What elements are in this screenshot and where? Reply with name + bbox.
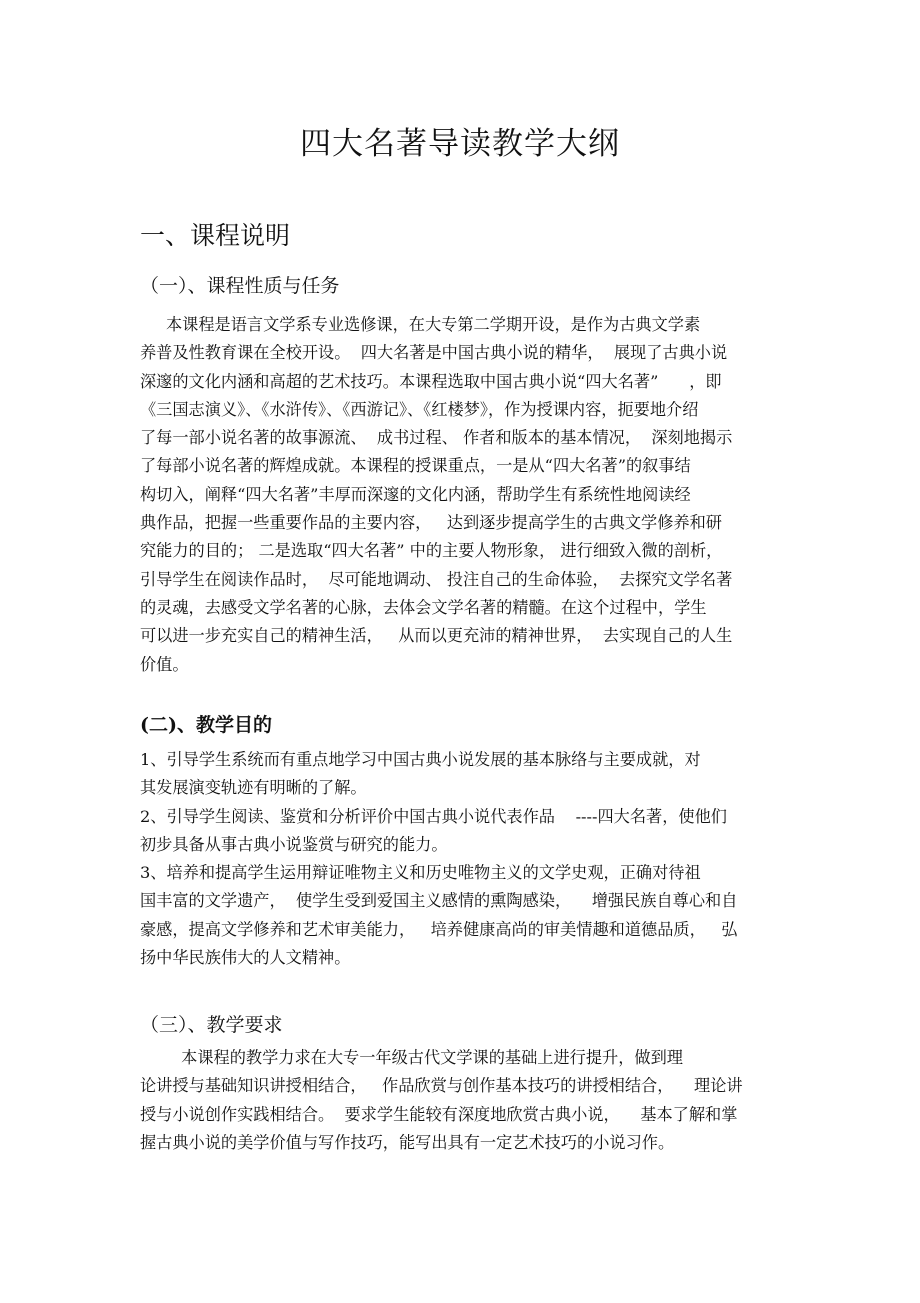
- text-line: 究能力的目的； 二是选取“四大名著” 中的主要人物形象， 进行细致入微的剖析，: [140, 541, 723, 561]
- text-line: 了每部小说名著的辉煌成就。本课程的授课重点，一是从“四大名著”的叙事结: [140, 456, 691, 476]
- subsection-heading-nature-and-tasks: （一）、课程性质与任务: [140, 275, 340, 297]
- text-line: 其发展演变轨迹有明晰的了解。: [140, 778, 367, 798]
- text-line: 养普及性教育课在全校开设。 四大名著是中国古典小说的精华， 展现了古典小说: [140, 343, 728, 363]
- text-line: 了每一部小说名著的故事源流、 成书过程、 作者和版本的基本情况， 深刻地揭示: [140, 428, 733, 448]
- text-line: 可以进一步充实自己的精神生活， 从而以更充沛的精神世界， 去实现自己的人生: [140, 626, 733, 646]
- subsection-heading-teaching-purpose: (二)、教学目的: [140, 714, 272, 736]
- list-teaching-purpose: [140, 746, 800, 972]
- text-line: 本课程的教学力求在大专一年级古代文学课的基础上进行提升，做到理: [140, 1048, 683, 1067]
- text-line: 扬中华民族伟大的人文精神。: [140, 948, 351, 968]
- list-item: 2、引导学生阅读、鉴赏和分析评价中国古典小说代表作品 ----四大名著，使他们: [140, 806, 727, 826]
- paragraph-teaching-requirements: [140, 1044, 800, 1157]
- text-line: 深邃的文化内涵和高超的艺术技巧。本课程选取中国古典小说“四大名著” ，即: [140, 371, 722, 391]
- text-line: 本课程是语言文学系专业选修课，在大专第二学期开设，是作为古典文学素: [166, 315, 701, 334]
- text-line: 初步具备从事古典小说鉴赏与研究的能力。: [140, 834, 448, 854]
- paragraph-nature-and-tasks: [140, 311, 800, 679]
- text-line: 国丰富的文学遗产， 使学生受到爱国主义感情的熏陶感染， 增强民族自尊心和自: [140, 891, 738, 911]
- list-item: 1、引导学生系统而有重点地学习中国古典小说发展的基本脉络与主要成就，对: [140, 750, 701, 769]
- text-line: 构切入，阐释“四大名著”丰厚而深邃的文化内涵，帮助学生有系统性地阅读经: [140, 484, 691, 504]
- subsection-heading-teaching-requirements: （三）、教学要求: [140, 1014, 283, 1036]
- text-line: 豪感，提高文学修养和艺术审美能力， 培养健康高尚的审美情趣和道德品质， 弘: [140, 919, 738, 939]
- text-line: 授与小说创作实践相结合。 要求学生能较有深度地欣赏古典小说， 基本了解和掌: [140, 1104, 738, 1124]
- text-line: 引导学生在阅读作品时， 尽可能地调动、 投注自己的生命体验， 去探究文学名著: [140, 569, 733, 589]
- text-line: 的灵魂，去感受文学名著的心脉，去体会文学名著的精髓。在这个过程中，学生: [140, 597, 707, 617]
- list-item: 3、培养和提高学生运用辩证唯物主义和历史唯物主义的文学史观，正确对待祖: [140, 863, 701, 883]
- text-line: 握古典小说的美学价值与写作技巧，能写出具有一定艺术技巧的小说习作。: [140, 1132, 675, 1152]
- section-heading-course-description: 一、课程说明: [140, 221, 291, 250]
- text-line: 典作品，把握一些重要作品的主要内容， 达到逐步提高学生的古典文学修养和研: [140, 513, 722, 533]
- document-title: 四大名著导读教学大纲: [300, 126, 620, 162]
- text-line: 价值。: [140, 654, 189, 674]
- text-line: 论讲授与基础知识讲授相结合， 作品欣赏与创作基本技巧的讲授相结合， 理论讲: [140, 1076, 743, 1096]
- text-line: 《三国志演义》、《水浒传》、《西游记》、《红楼梦》，作为授课内容，扼要地介绍: [140, 399, 699, 419]
